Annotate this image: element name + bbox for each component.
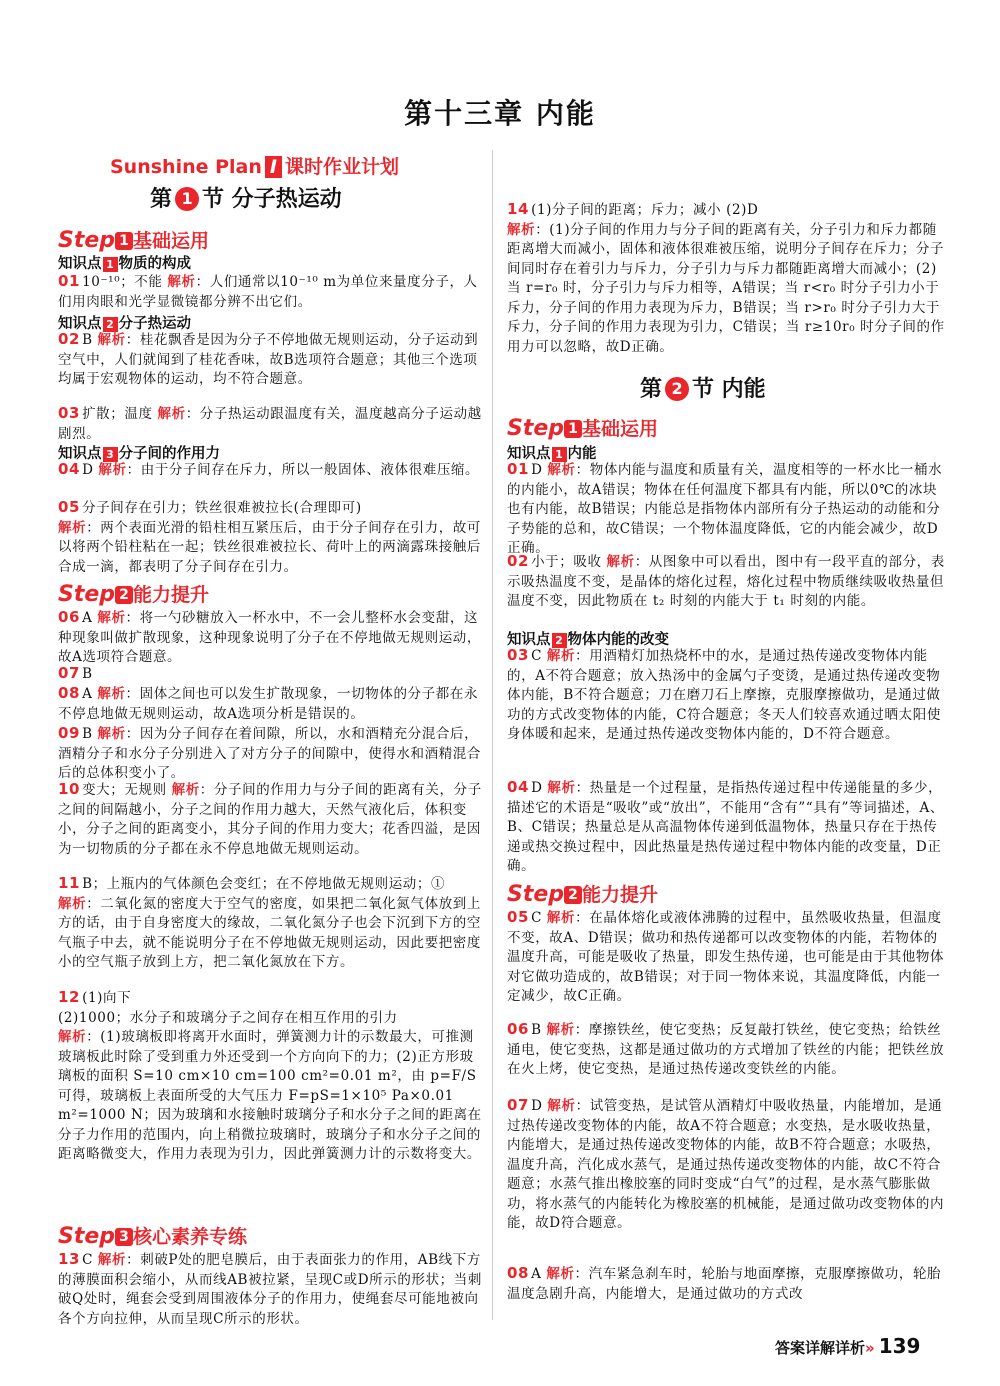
question-item: 12 (1)向下 (2)1000；水分子和玻璃分子之间存在相互作用的引力 解析：(1)玻璃板即将离开水面时，弹簧测力计的示数最大，可推测玻璃板此时除了受到重力外还受到一个方向向下的力；(2)正方形玻璃板的面积 S=10 cm×10 cm=100 cm²=0.01 m²，由 p=F/S 可得，玻璃板上表面所受的大气压力 F=pS=1×10⁵ Pa×0.01 m²=1000 N；因为玻璃和水接触时玻璃分子和水分子之间的距离在分子力作用的范围内，向上稍微拉玻璃时，玻璃分子和水分子之间的距离略微变大，作用力表现为引力，因此弹簧测力计的示数将变大。 xyxy=(58,988,482,1162)
column-divider xyxy=(492,150,493,1320)
question-item: 04 D 解析：热量是一个过程量，是指热传递过程中传递能量的多少，描述它的术语是“吸收”或“放出”，不能用“含有”“具有”等词描述，A、B、C错误；热量总是从高温物体传递到低温物体，热量只存在于热传递或热交换过程中，因此热量是热传递过程中物体内能的改变量，D正确。 xyxy=(507,778,944,874)
knowledge-point: 知识点 3 分子间的作用力 xyxy=(58,446,220,462)
knowledge-point: 知识点 2 分子热运动 xyxy=(58,316,191,332)
question-item: 03 扩散；温度 解析：分子热运动跟温度有关，温度越高分子运动越剧烈。 xyxy=(58,404,482,442)
question-item: 11 B；上瓶内的气体颜色会变红；在不停地做无规则运动；① 解析：二氧化氮的密度大于空气的密度，如果把二氧化氮气体放到上方的话，由于自身密度大的缘故，二氧化氮分子也会下沉到下方的空气瓶子中去，就不能说明分子在不停地做无规则运动，因此要把密度小的空气瓶子放到上方，把二氧化氮放在下方。 xyxy=(58,874,482,970)
question-item: 08 A 解析：固体之间也可以发生扩散现象，一切物体的分子都在永不停息地做无规则运动，故A选项分析是错误的。 xyxy=(58,684,479,722)
section-title-2: 第 2 节 内能 xyxy=(640,377,766,402)
section-title-1: 第 1 节 分子热运动 xyxy=(150,187,342,212)
question-item: 10 变大；无规则 解析：分子间的作用力与分子间的距离有关，分子之间的间隔越小，分子之间的作用力越大，天然气液化后，体积变小，分子之间的距离变小，其分子间的作用力变大；花香四溢，是因为一切物质的分子都在永不停息地做无规则运动。 xyxy=(58,780,482,857)
question-item: 07 B xyxy=(58,664,93,682)
question-item: 09 B 解析：因为分子间存在着间隙，所以，水和酒精充分混合后，酒精分子和水分子分别进入了对方分子的间隙中，使得水和酒精混合后的总体积变小了。 xyxy=(58,724,481,781)
footer-label: 答案详解详析 xyxy=(775,1339,866,1357)
question-item: 01 D 解析：物体内能与温度和质量有关，温度相等的一杯水比一桶水的内能小，故A错误；物体在任何温度下都具有内能，所以0℃的冰块也有内能，故B错误；内能总是指物体内部所有分子热运动的动能和分子势能的总和，故C错误；一个物体温度降低，它的内能会减少，故D正确。 xyxy=(507,460,943,556)
question-item: 06 A 解析：将一勺砂糖放入一杯水中，不一会儿整杯水会变甜，这种现象叫做扩散现象，这种现象说明了分子在不停地做无规则运动，故A选项符合题意。 xyxy=(58,608,481,665)
plan-banner xyxy=(110,152,450,179)
question-item: 14 (1)分子间的距离；斥力；减小 (2)D 解析：(1)分子间的作用力与分子间的距离有关，分子引力和斥力都随距离增大而减小，固体和液体很难被压缩，说明分子间存在斥力；分子间同时存在着引力与斥力，分子引力与斥力都随距离增大而减小；(2)当 r=r₀ 时，分子引力与斥力相等，A错误；当 r<r₀ 时分子引力小于斥力，分子间的作用力表现为斥力，B错误；当 r>r₀ 时分子引力大于斥力，分子间的作用力表现为引力，C错误；当 r≥10r₀ 时分子间的作用力可以忽略，故D正确。 xyxy=(507,200,945,355)
knowledge-point: 知识点 1 内能 xyxy=(507,446,597,462)
footer-arrow-icon: » xyxy=(865,1339,875,1357)
step-heading: Step 3 核心素养专练 xyxy=(58,1224,248,1249)
step-heading: Step 2 能力提升 xyxy=(507,882,659,907)
question-item: 05 分子间存在引力；铁丝很难被拉长(合理即可) 解析：两个表面光滑的铅柱相互紧压后，由于分子间存在引力，故可以将两个铅柱粘在一起；铁丝很难被拉长、荷叶上的两滴露珠接触后合成一滴，都表明了分子间存在引力。 xyxy=(58,498,482,575)
plan-suffix: 课时作业计划 xyxy=(284,156,399,178)
plan-badge: I xyxy=(265,156,282,178)
question-item: 01 10⁻¹⁰；不能 解析：人们通常以10⁻¹⁰ m为单位来量度分子，人们用肉眼和光学显微镜都分辨不出它们。 xyxy=(58,272,478,310)
step-heading: Step 1 基础运用 xyxy=(507,416,659,441)
question-item: 04 D 解析：由于分子间存在斥力，所以一般固体、液体很难压缩。 xyxy=(58,460,480,478)
question-item: 02 小于；吸收 解析：从图象中可以看出，图中有一段平直的部分，表示吸热温度不变，是晶体的熔化过程，熔化过程中物质继续吸收热量但温度不变，因此物质在 t₂ 时刻的内能大于 t₁ 时刻的内能。 xyxy=(507,552,945,609)
plan-prefix: Sunshine Plan xyxy=(110,156,262,178)
question-item: 02 B 解析：桂花飘香是因为分子不停地做无规则运动，分子运动到空气中，人们就闻到了桂花香味，故B选项符合题意；其他三个选项均属于宏观物体的运动，均不符合题意。 xyxy=(58,330,479,387)
question-item: 08 A 解析：汽车紧急刹车时，轮胎与地面摩擦，克服摩擦做功，轮胎温度急剧升高，内能增大，是通过做功的方式改 xyxy=(507,1264,942,1302)
question-item: 05 C 解析：在晶体熔化或液体沸腾的过程中，虽然吸收热量，但温度不变，故A、D错误；做功和热传递都可以改变物体的内能，若物体的温度升高，可能是吸收了热量，即发生热传递，也可能是由于其他物体对它做功造成的，故B错误；对于同一物体来说，其温度降低，内能一定减少，故C正确。 xyxy=(507,908,945,1004)
question-item: 07 D 解析：试管变热，是试管从酒精灯中吸收热量，内能增加，是通过热传递改变物体的内能，故A不符合题意；水变热，是水吸收热量，内能增大，是通过热传递改变物体的内能，故B不符合题意；水吸热，温度升高，汽化成水蒸气，是通过热传递改变物体的内能，故C不符合题意；水蒸气推出橡胶塞的同时变成“白气”的过程，是水蒸气膨胀做功，将水蒸气的内能转化为橡胶塞的机械能，是通过做功改变物体的内能，故D符合题意。 xyxy=(507,1096,945,1231)
knowledge-point: 知识点 2 物体内能的改变 xyxy=(507,632,669,648)
step-heading: Step 1 基础运用 xyxy=(58,228,210,253)
question-item: 13 C 解析：刺破P处的肥皂膜后，由于表面张力的作用，AB线下方的薄膜面积会缩小，从而线AB被拉紧，呈现C或D所示的形状；当刺破Q处时，绳套会受到周围液体分子的作用力，使绳套尽可能地被向各个方向拉伸，从而呈现C所示的形状。 xyxy=(58,1250,482,1327)
chapter-title: 第十三章 内能 xyxy=(404,97,596,130)
question-item: 03 C 解析：用酒精灯加热烧杯中的水，是通过热传递改变物体内能的，A不符合题意；放入热汤中的金属勺子变烫，是通过热传递改变物体内能，B不符合题意；刀在磨刀石上摩擦，克服摩擦做功，是通过做功的方式改变物体的内能，C符合题意；冬天人们较喜欢通过晒太阳使身体暖和起来，是通过热传递改变物体内能的，D不符合题意。 xyxy=(507,646,941,742)
step-heading: Step 2 能力提升 xyxy=(58,582,210,607)
page-footer xyxy=(775,1334,920,1358)
question-item: 06 B 解析：摩擦铁丝，使它变热；反复敲打铁丝，使它变热；给铁丝通电，使它变热，这都是通过做功的方式增加了铁丝的内能；把铁丝放在火上烤，使它变热，是通过热传递改变铁丝的内能。 xyxy=(507,1020,945,1077)
page-number: 139 xyxy=(878,1334,921,1358)
knowledge-point: 知识点 1 物质的构成 xyxy=(58,256,191,272)
